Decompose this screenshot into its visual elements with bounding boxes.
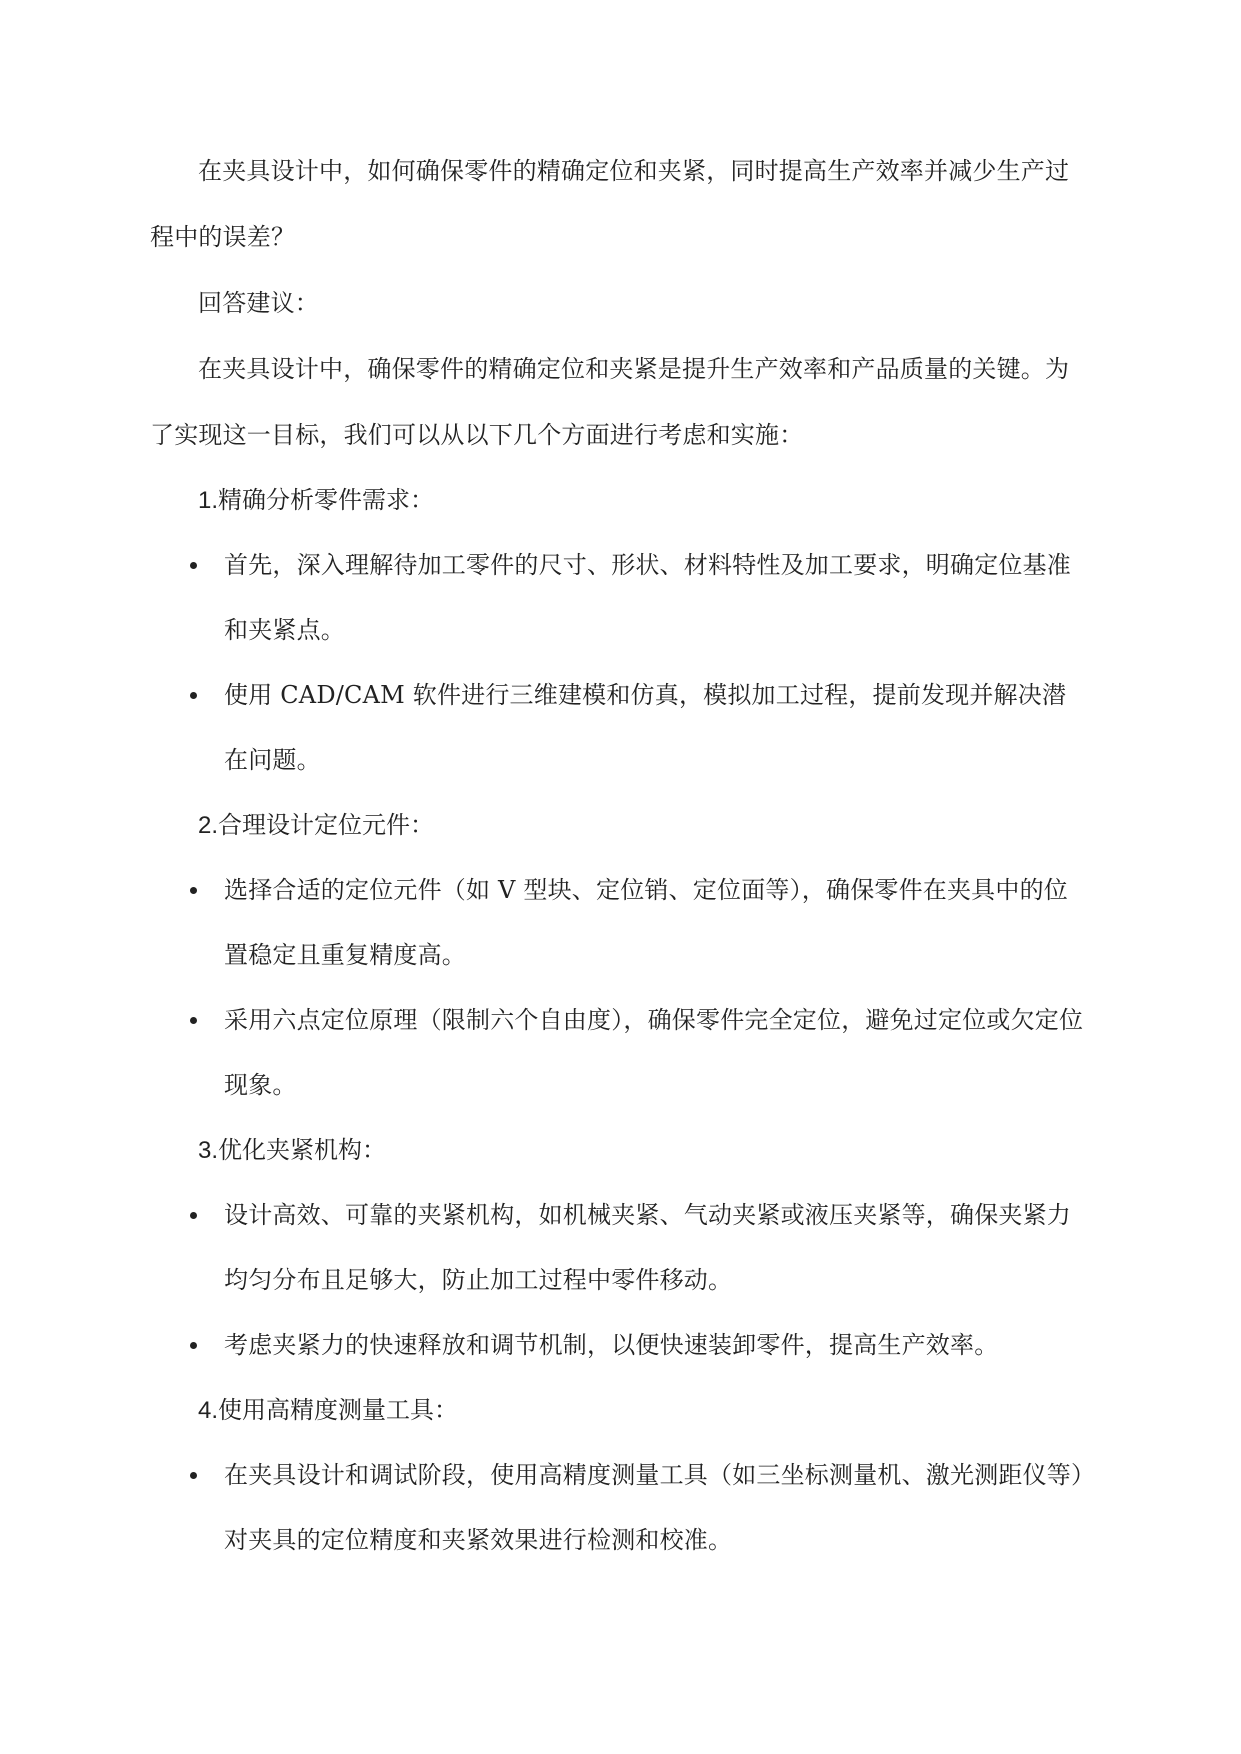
bullet-text: 使用 CAD/CAM 软件进行三维建模和仿真，模拟加工过程，提前发现并解决潜在问题。: [224, 681, 1067, 774]
bullet-text: 在夹具设计和调试阶段，使用高精度测量工具（如三坐标测量机、激光测距仪等）对夹具的定位精度和夹紧效果进行检测和校准。: [224, 1461, 1084, 1554]
bullet-icon: [188, 1183, 198, 1248]
section-4: [150, 1378, 1090, 1573]
bullet-icon: [188, 1313, 198, 1378]
bullet-list: [150, 533, 1090, 793]
question-paragraph: 在夹具设计中，如何确保零件的精确定位和夹紧，同时提高生产效率并减少生产过程中的误差？: [150, 157, 1070, 251]
bullet-list: [150, 1443, 1090, 1573]
section-number: 3.: [198, 1137, 219, 1164]
bullet-text: 选择合适的定位元件（如 V 型块、定位销、定位面等），确保零件在夹具中的位置稳定且重复精度高。: [224, 876, 1068, 969]
bullet-item: [150, 988, 1090, 1118]
section-heading: [150, 1378, 1090, 1443]
bullet-icon: [188, 663, 198, 728]
bullet-item: [150, 858, 1090, 988]
section-number: 4.: [198, 1397, 219, 1424]
bullet-icon: [188, 858, 198, 923]
bullet-item: [150, 1183, 1090, 1313]
document-body: [150, 138, 1090, 1573]
bullet-text: 采用六点定位原理（限制六个自由度），确保零件完全定位，避免过定位或欠定位现象。: [224, 1006, 1084, 1099]
bullet-list: [150, 1183, 1090, 1378]
bullet-item: [150, 663, 1090, 793]
bullet-item: [150, 1443, 1090, 1573]
section-heading: [150, 793, 1090, 858]
bullet-item: [150, 1313, 1090, 1378]
section-heading: [150, 1118, 1090, 1183]
bullet-icon: [188, 1443, 198, 1508]
bullet-icon: [188, 533, 198, 598]
section-2: [150, 793, 1090, 1118]
intro-paragraph: 在夹具设计中，确保零件的精确定位和夹紧是提升生产效率和产品质量的关键。为了实现这一目标，我们可以从以下几个方面进行考虑和实施：: [150, 355, 1070, 449]
section-3: [150, 1118, 1090, 1378]
bullet-text: 首先，深入理解待加工零件的尺寸、形状、材料特性及加工要求，明确定位基准和夹紧点。: [224, 551, 1071, 644]
section-title: 使用高精度测量工具：: [218, 1396, 459, 1424]
bullet-list: [150, 858, 1090, 1118]
section-1: [150, 468, 1090, 793]
section-number: 2.: [198, 812, 219, 839]
bullet-item: [150, 533, 1090, 663]
section-title: 精确分析零件需求：: [218, 486, 435, 514]
section-heading: [150, 468, 1090, 533]
bullet-text: 考虑夹紧力的快速释放和调节机制，以便快速装卸零件，提高生产效率。: [224, 1331, 999, 1359]
bullet-icon: [188, 988, 198, 1053]
answer-label: 回答建议：: [198, 289, 319, 317]
section-title: 优化夹紧机构：: [218, 1136, 387, 1164]
section-title: 合理设计定位元件：: [218, 811, 435, 839]
section-number: 1.: [198, 487, 219, 514]
bullet-text: 设计高效、可靠的夹紧机构，如机械夹紧、气动夹紧或液压夹紧等，确保夹紧力均匀分布且足够大，防止加工过程中零件移动。: [224, 1201, 1071, 1294]
